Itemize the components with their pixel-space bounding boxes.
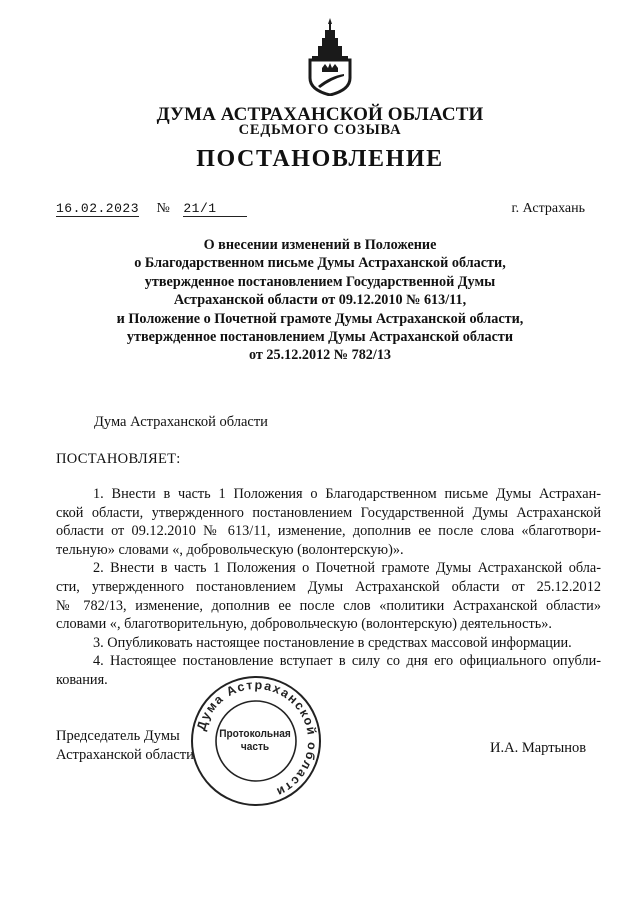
organization-name: ДУМА АСТРАХАНСКОЙ ОБЛАСТИ	[156, 104, 484, 125]
title-line: О внесении изменений в Положение	[203, 237, 437, 253]
body-line: 3. Опубликовать настоящее постановление в средствах массовой информации.	[93, 634, 572, 651]
body-line: 2. Внести в часть 1 Положения о Почетной грамоте Думы Астраханской обла-	[93, 560, 601, 577]
title-line: Астраханской области от 09.12.2010 № 613/11,	[173, 292, 467, 309]
document-date-number	[56, 201, 247, 217]
city: г. Астрахань	[511, 201, 585, 216]
number-sign: №	[156, 201, 170, 216]
title-line: от 25.12.2012 № 782/13	[248, 347, 392, 364]
body-line: кования.	[56, 671, 108, 688]
body-line: словами «, благотворительную, добровольческую (волонтерскую) деятельность».	[56, 616, 552, 633]
convocation: СЕДЬМОГО СОЗЫВА	[238, 122, 402, 138]
body-line: № 782/13, изменение, дополнив ее после слов «политики Астраханской области»	[56, 597, 601, 614]
title-line: о Благодарственном письме Думы Астраханской области,	[134, 255, 506, 272]
document-body	[56, 485, 601, 690]
title-line: утвержденное постановлением Государственной Думы	[144, 273, 496, 290]
body-line: 4. Настоящее постановление вступает в силу со дня его официального опубли-	[93, 653, 601, 670]
body-line: 1. Внести в часть 1 Положения о Благодарственном письме Думы Астрахан-	[93, 486, 601, 502]
resolves-heading: ПОСТАНОВЛЯЕТ:	[56, 451, 181, 467]
body-line: области от 09.12.2010 № 613/11, изменение, дополнив ее после слова «благотвори-	[56, 523, 601, 540]
signatory-name: И.А. Мартынов	[490, 740, 587, 756]
body-line: ской области, утвержденного постановлением Государственной Думы Астраханской	[56, 504, 601, 521]
signatory-position-line: Астраханской области	[56, 746, 194, 763]
coat-of-arms-emblem	[302, 16, 358, 96]
stamp-center-line: часть	[240, 741, 270, 753]
stamp-center-line: Протокольная	[219, 728, 291, 740]
document-type: ПОСТАНОВЛЕНИЕ	[196, 146, 444, 172]
signatory-position	[56, 727, 194, 764]
body-line: сти, утвержденного постановлением Думы Астраханской области от 25.12.2012	[56, 578, 601, 595]
document-title	[90, 236, 550, 365]
title-line: утвержденное постановлением Думы Астраханской области	[126, 329, 514, 346]
document-date: 16.02.2023	[56, 201, 140, 216]
signatory-position-line: Председатель Думы	[56, 728, 180, 744]
title-line: и Положение о Почетной грамоте Думы Астраханской области,	[116, 310, 524, 327]
document-number: 21/1	[183, 201, 246, 217]
stamp-ring-text: Дума Астраханской области	[194, 677, 320, 800]
stamp-center	[215, 722, 294, 760]
body-line: тельную» словами «, добровольческую (волонтерскую)».	[56, 541, 404, 558]
preamble: Дума Астраханской области	[94, 414, 268, 430]
